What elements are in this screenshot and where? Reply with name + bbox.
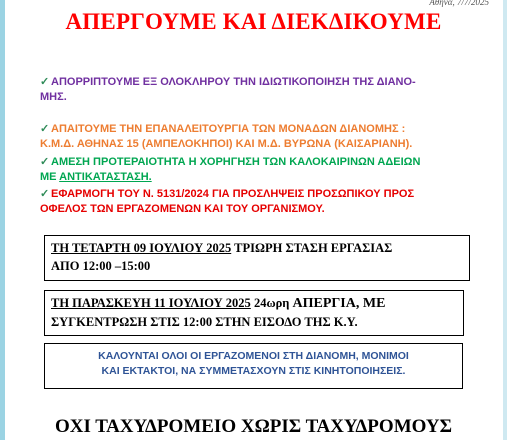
bullet-law-hiring <box>40 187 414 217</box>
bullet-text-underlined: ΑΝΤΙΚΑΤΑΣΤΑΣΗ. <box>59 171 152 183</box>
call-line-2: ΚΑΙ ΕΚΤΑΚΤΟΙ, ΝΑ ΣΥΜΜΕΤΑΣΧΟΥΝ ΣΤΙΣ ΚΙΝΗΤΟΠΟΙΗΣΕΙΣ. <box>101 365 406 377</box>
checkmark-icon: ✓ <box>40 123 50 135</box>
bullet-text-cont <box>40 170 420 185</box>
bullet-text: ΕΦΑΡΜΟΓΗ ΤΟΥ Ν. 5131/2024 ΓΙΑ ΠΡΟΣΛΗΨΕΙΣ ΠΡΟΣΩΠΙΚΟΥ ΠΡΟΣ <box>51 188 415 200</box>
call-line-1: ΚΑΛΟΥΝΤΑΙ ΟΛΟΙ ΟΙ ΕΡΓΑΖΟΜΕΝΟΙ ΣΤΗ ΔΙΑΝΟΜΗ, ΜΟΝΙΜΟΙ <box>98 350 409 362</box>
bullet-summer-leave <box>40 155 420 185</box>
bullet-text-prefix: ΜΕ <box>40 171 60 183</box>
bullet-text: ΑΜΕΣΗ ΠΡΟΤΕΡΑΙΟΤΗΤΑ Η ΧΟΡΗΓΗΣΗ ΤΩΝ ΚΑΛΟΚΑΙΡΙΝΩΝ ΑΔΕΙΩΝ <box>51 156 421 168</box>
checkmark-icon: ✓ <box>40 188 50 200</box>
stoppage-description: ΤΡΙΩΡΗ ΣΤΑΣΗ ΕΡΓΑΣΙΑΣ <box>231 241 393 255</box>
footer-slogan: ΟΧΙ ΤΑΧΥΔΡΟΜΕΙΟ ΧΩΡΙΣ ΤΑΧΥΔΡΟΜΟΥΣ <box>54 416 453 437</box>
bullet-text-cont: ΜΗΣ. <box>40 91 67 103</box>
bullet-text-cont: ΟΦΕΛΟΣ ΤΩΝ ΕΡΓΑΖΟΜΕΝΩΝ ΚΑΙ ΤΟΥ ΟΡΓΑΝΙΣΜΟΥ. <box>40 203 325 215</box>
call-to-action-box <box>44 343 463 389</box>
strike-duration: 24ωρη <box>250 296 293 310</box>
bullet-text-cont: Κ.Μ.Δ. ΑΘΗΝΑΣ 15 (ΑΜΠΕΛΟΚΗΠΟΙ) ΚΑΙ Μ.Δ. ΒΥΡΩΝΑ (ΚΑΙΣΑΡΙΑΝΗ). <box>40 138 413 150</box>
strike-date: ΤΗ ΠΑΡΑΣΚΕΥΗ 11 ΙΟΥΛΙΟΥ 2025 <box>51 296 251 310</box>
bullet-text: ΑΠΑΙΤΟΥΜΕ ΤΗΝ ΕΠΑΝΑΛΕΙΤΟΥΡΓΙΑ ΤΩΝ ΜΟΝΑΔΩΝ ΔΙΑΝΟΜΗΣ : <box>51 123 406 135</box>
right-page-border <box>503 0 507 440</box>
strike-box <box>44 290 464 336</box>
document-date: Αθήνα, 7/7/2025 <box>429 0 489 7</box>
strike-gathering: ΣΥΓΚΕΝΤΡΩΣΗ ΣΤΙΣ 12:00 ΣΤΗΝ ΕΙΣΟΔΟ ΤΗΣ Κ.Υ. <box>51 315 358 329</box>
bullet-privatization <box>40 75 416 105</box>
stoppage-time: ΑΠΟ 12:00 –15:00 <box>51 259 151 273</box>
left-page-border <box>0 0 5 440</box>
document-title: ΑΠΕΡΓΟΥΜΕ ΚΑΙ ΔΙΕΚΔΙΚΟΥΜΕ <box>65 9 442 34</box>
strike-label: ΑΠΕΡΓΙΑ, ΜΕ <box>292 296 386 311</box>
checkmark-icon: ✓ <box>40 156 50 168</box>
work-stoppage-box <box>44 235 470 281</box>
bullet-text: ΑΠΟΡΡΙΠΤΟΥΜΕ ΕΞ ΟΛΟΚΛΗΡΟΥ ΤΗΝ ΙΔΙΩΤΙΚΟΠΟΙΗΣΗ ΤΗΣ ΔΙΑΝΟ- <box>51 76 416 88</box>
checkmark-icon: ✓ <box>40 76 50 88</box>
stoppage-date: ΤΗ ΤΕΤΑΡΤΗ 09 ΙΟΥΛΙΟΥ 2025 <box>51 241 232 255</box>
bullet-distribution-units <box>40 122 412 152</box>
